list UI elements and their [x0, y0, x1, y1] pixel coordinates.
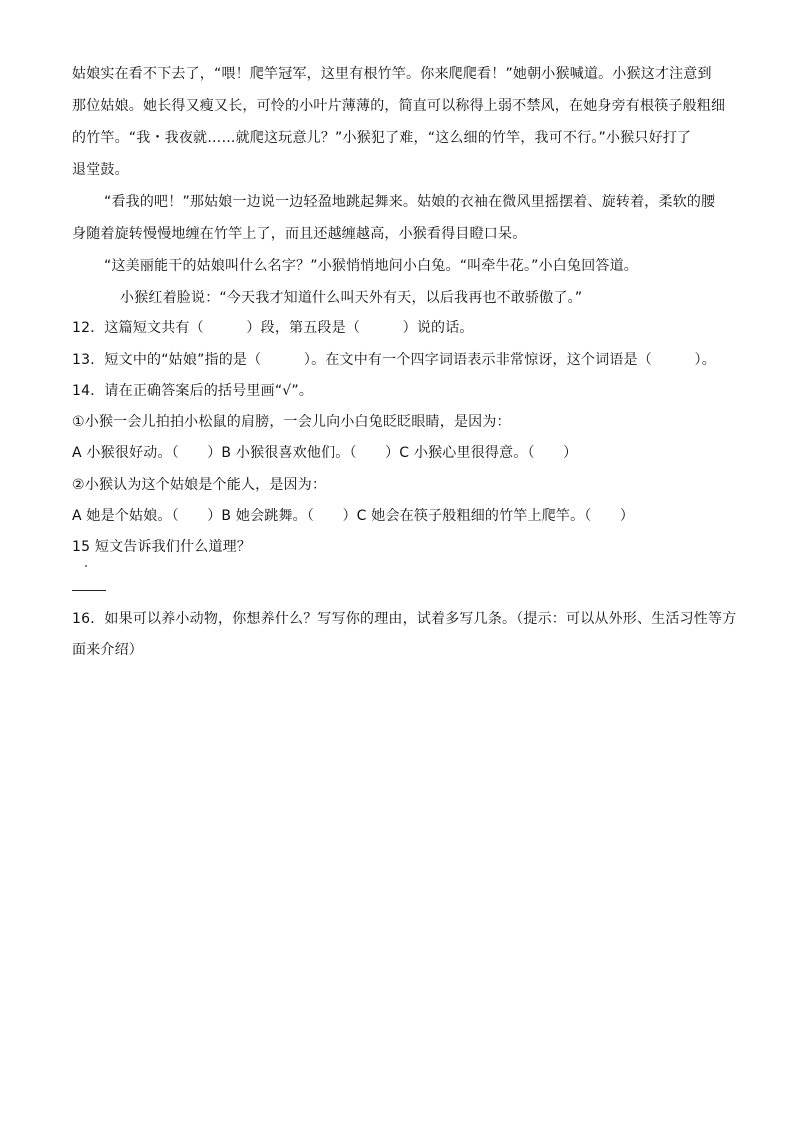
- passage-p1-line1: 姑娘实在看不下去了，“喂！爬竿冠军，这里有根竹竿。你来爬爬看！”她朝小猴喊道。小猴这才注意到: [72, 66, 712, 82]
- question-12: 12．这篇短文共有（ ）段，第五段是（ ）说的话。: [72, 320, 474, 336]
- passage-p2-line2: 身随着旋转慢慢地缠在竹竿上了，而且还越缠越高，小猴看得目瞪口呆。: [72, 226, 527, 242]
- question-14-sub1-options: A 小猴很好动。（ ）B 小猴很喜欢他们。（ ）C 小猴心里很得意。（ ）: [72, 445, 578, 461]
- passage-p1-line2: 那位姑娘。她长得又瘦又长，可怜的小叶片薄薄的，简直可以称得上弱不禁风，在她身旁有根筷子般粗细: [72, 98, 726, 114]
- question-16-line1: 16．如果可以养小动物，你想养什么？写写你的理由，试着多写几条。（提示：可以从外形、生活习性等方: [72, 611, 737, 627]
- stray-dot-mark: [85, 565, 87, 567]
- passage-p3: “这美丽能干的姑娘叫什么名字？”小猴悄悄地问小白兔。“叫牵牛花。”小白兔回答道。: [104, 258, 639, 274]
- question-14-sub2: ②小猴认为这个姑娘是个能人，是因为：: [72, 477, 327, 493]
- question-15: 15 短文告诉我们什么道理？: [72, 539, 252, 555]
- passage-p4: 小猴红着脸说：“今天我才知道什么叫天外有天，以后我再也不敢骄傲了。”: [120, 290, 583, 306]
- question-14-sub1: ①小猴一会儿拍拍小松鼠的肩膀，一会儿向小白兔眨眨眼睛，是因为：: [72, 414, 511, 430]
- passage-p1-line3: 的竹竿。“我・我夜就……就爬这玩意儿？”小猴犯了难，“这么细的竹竿，我可不行。”小猴只好打了: [72, 130, 692, 146]
- passage-p1-line4: 退堂鼓。: [72, 162, 129, 178]
- passage-p2-line1: “看我的吧！”那姑娘一边说一边轻盈地跳起舞来。姑娘的衣袖在微风里摇摆着、旋转着，柔软的腰: [104, 194, 716, 210]
- answer-rule: [72, 590, 106, 591]
- question-13: 13．短文中的“姑娘”指的是（ ）。在文中有一个四字词语表示非常惊讶，这个词语是（ ）。: [72, 352, 716, 368]
- question-14-stem: 14．请在正确答案后的括号里画“√”。: [72, 383, 314, 399]
- question-16-line2: 面来介绍）: [72, 642, 143, 658]
- question-14-sub2-options: A 她是个姑娘。（ ）B 她会跳舞。（ ）C 她会在筷子般粗细的竹竿上爬竿。（ ）: [72, 508, 635, 524]
